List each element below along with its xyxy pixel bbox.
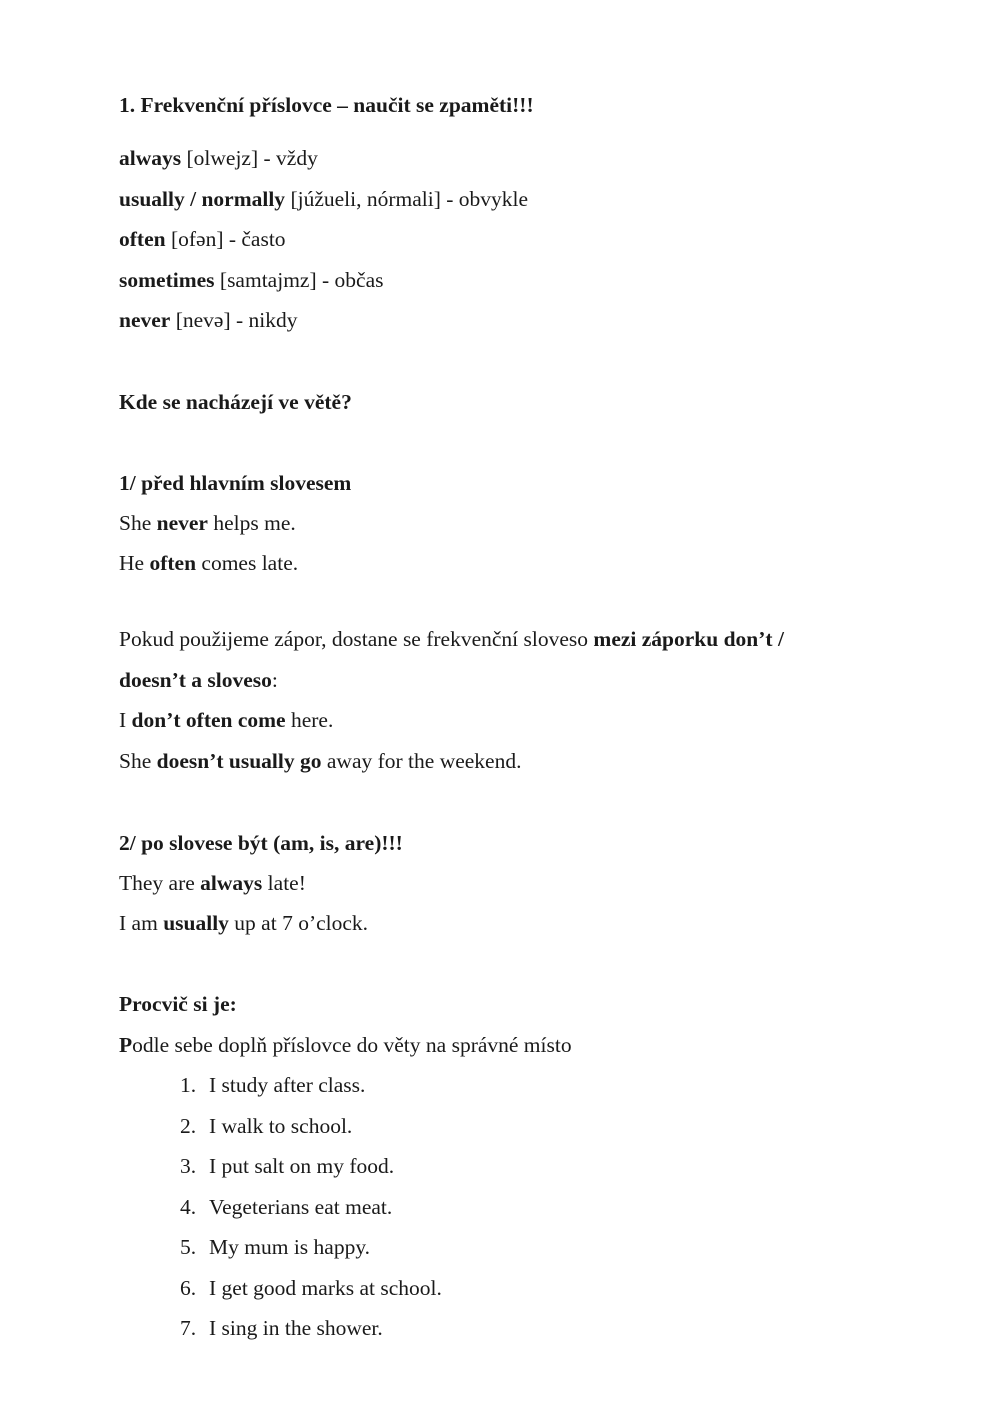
practice-instruction: Podle sebe doplň příslovce do věty na správné místo	[119, 1033, 572, 1057]
practice-item: 6. I get good marks at school.	[180, 1276, 442, 1300]
vocab-often: often [ofən] - často	[119, 227, 286, 251]
practice-item: 5. My mum is happy.	[180, 1235, 371, 1259]
practice-item: 3. I put salt on my food.	[180, 1154, 395, 1178]
negation-line-1: Pokud použijeme zápor, dostane se frekvenční sloveso mezi záporku don’t /	[119, 627, 784, 651]
practice-item: 1. I study after class.	[180, 1073, 366, 1097]
vocab-always: always [olwejz] - vždy	[119, 146, 318, 170]
practice-item: 2. I walk to school.	[180, 1114, 353, 1138]
practice-heading: Procvič si je:	[119, 992, 237, 1016]
rule1-heading: 1/ před hlavním slovesem	[119, 471, 352, 495]
vocab-usually: usually / normally [júžueli, nórmali] - obvykle	[119, 187, 529, 211]
rule1-example-2: He often comes late.	[119, 551, 299, 575]
practice-item: 7. I sing in the shower.	[180, 1316, 383, 1340]
rule1-example-1: She never helps me.	[119, 511, 296, 535]
rule2-example-2: I am usually up at 7 o’clock.	[119, 911, 369, 935]
where-heading: Kde se nacházejí ve větě?	[119, 390, 352, 414]
vocab-never: never [nevə] - nikdy	[119, 308, 298, 332]
section-title: 1. Frekvenční příslovce – naučit se zpaměti!!!	[119, 93, 534, 117]
practice-item: 4. Vegeterians eat meat.	[180, 1195, 393, 1219]
vocab-sometimes: sometimes [samtajmz] - občas	[119, 268, 384, 292]
negation-line-2: doesn’t a sloveso:	[119, 668, 278, 692]
negation-example-2: She doesn’t usually go away for the weekend.	[119, 749, 522, 773]
rule2-heading: 2/ po slovese být (am, is, are)!!!	[119, 831, 403, 855]
negation-example-1: I don’t often come here.	[119, 708, 334, 732]
rule2-example-1: They are always late!	[119, 871, 306, 895]
